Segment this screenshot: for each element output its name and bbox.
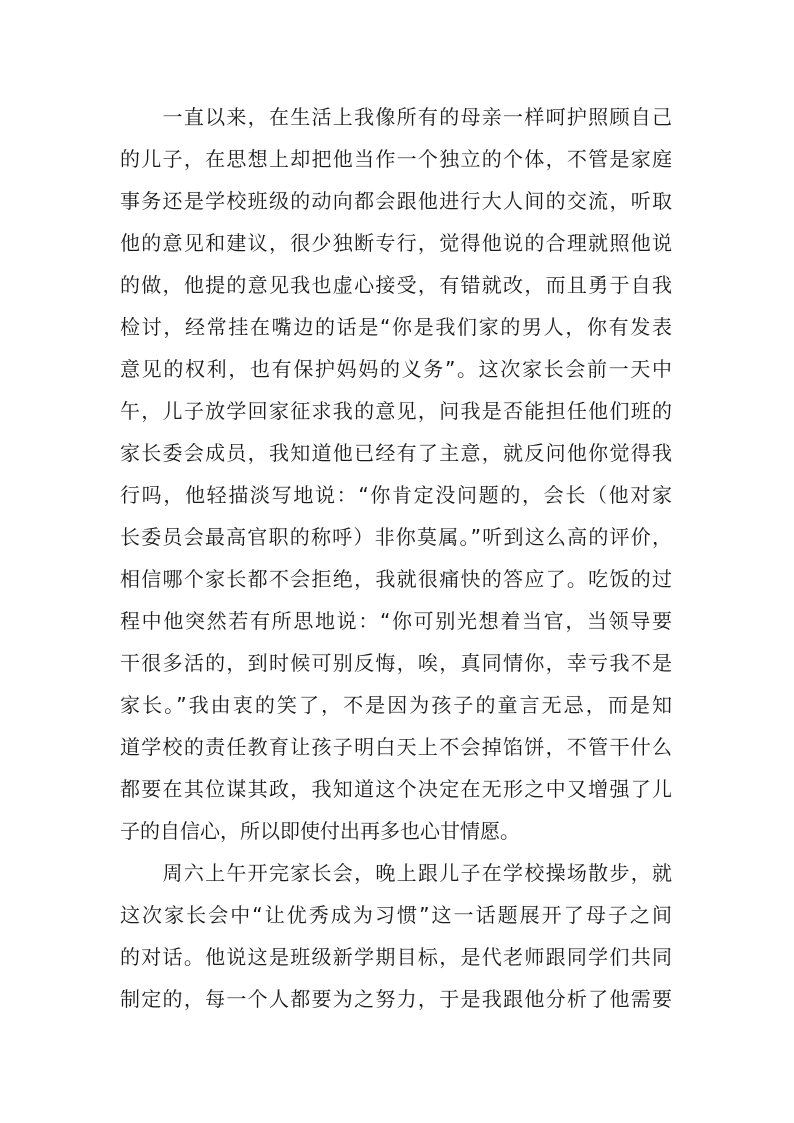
text-line-20: 这次家长会中“让优秀成为习惯”这一话题展开了母子之间: [120, 903, 672, 927]
text-line-14: 干很多活的，到时候可别反悔，唉，真同情你，幸亏我不是: [120, 651, 672, 675]
text-line-12: 相信哪个家长都不会拒绝，我就很痛快的答应了。吃饭的过: [120, 567, 672, 591]
text-line-19: 周六上午开完家长会，晚上跟儿子在学校操场散步，就: [120, 861, 672, 885]
text-line-2: 的儿子，在思想上却把他当作一个独立的个体，不管是家庭: [120, 147, 672, 171]
text-line-1: 一直以来，在生活上我像所有的母亲一样呵护照顾自己: [120, 105, 672, 129]
text-line-22: 制定的，每一个人都要为之努力，于是我跟他分析了他需要: [120, 987, 672, 1011]
text-line-7: 意见的权利，也有保护妈妈的义务”。这次家长会前一天中: [120, 357, 672, 381]
text-line-15: 家长。”我由衷的笑了，不是因为孩子的童言无忌，而是知: [120, 693, 672, 717]
text-line-3: 事务还是学校班级的动向都会跟他进行大人间的交流，听取: [120, 189, 672, 213]
text-line-10: 行吗，他轻描淡写地说：“你肯定没问题的，会长（他对家: [120, 483, 672, 507]
text-line-18: 子的自信心，所以即使付出再多也心甘情愿。: [120, 819, 520, 843]
text-line-9: 家长委会成员，我知道他已经有了主意，就反问他你觉得我: [120, 441, 672, 465]
text-line-17: 都要在其位谋其政，我知道这个决定在无形之中又增强了儿: [120, 777, 672, 801]
text-line-11: 长委员会最高官职的称呼）非你莫属。”听到这么高的评价，: [120, 525, 672, 549]
text-line-21: 的对话。他说这是班级新学期目标，是代老师跟同学们共同: [120, 945, 672, 969]
text-line-16: 道学校的责任教育让孩子明白天上不会掉馅饼，不管干什么: [120, 735, 672, 759]
document-body: [120, 96, 672, 1020]
text-line-4: 他的意见和建议，很少独断专行，觉得他说的合理就照他说: [120, 231, 672, 255]
text-line-5: 的做，他提的意见我也虚心接受，有错就改，而且勇于自我: [120, 273, 672, 297]
text-line-6: 检讨，经常挂在嘴边的话是“你是我们家的男人，你有发表: [120, 315, 672, 339]
text-line-13: 程中他突然若有所思地说：“你可别光想着当官，当领导要: [120, 609, 672, 633]
text-line-8: 午，儿子放学回家征求我的意见，问我是否能担任他们班的: [120, 399, 672, 423]
